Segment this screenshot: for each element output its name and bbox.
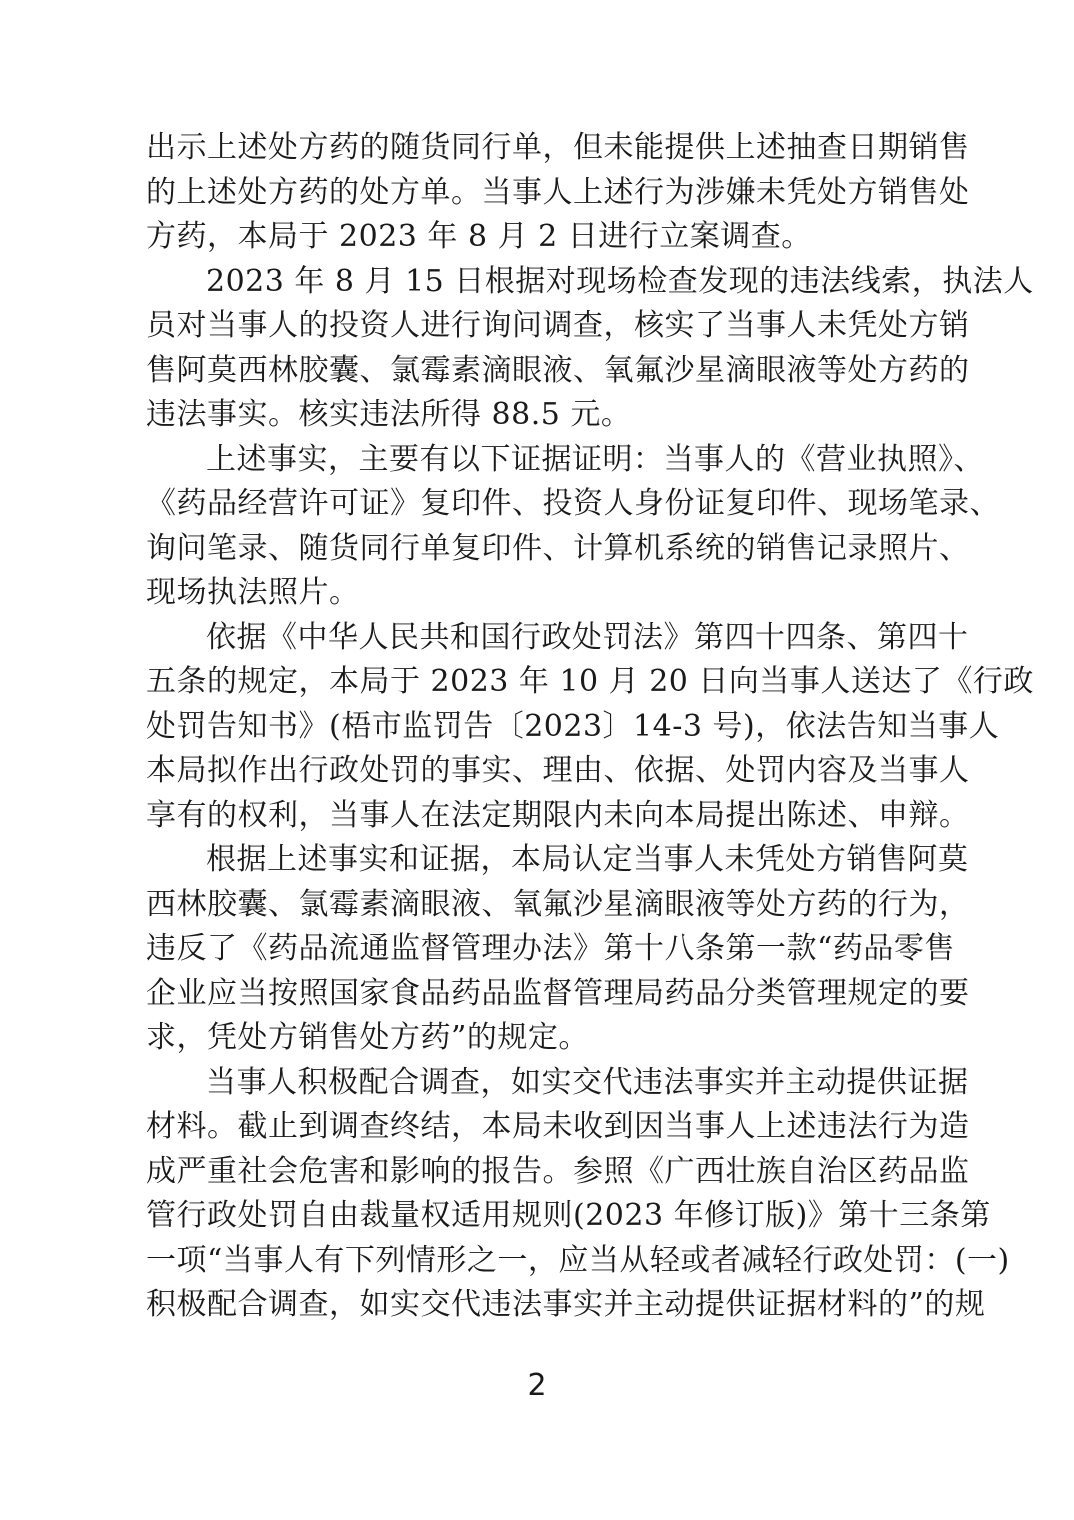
text-line: 企业应当按照国家食品药品监督管理局药品分类管理规定的要	[146, 975, 970, 1011]
text-line: 违法事实。核实违法所得 88.5 元。	[146, 397, 632, 432]
text-line: 《药品经营许可证》复印件、投资人身份证复印件、现场笔录、	[146, 486, 1000, 521]
text-line: 处罚告知书》(梧市监罚告〔2023〕14-3 号)，依法告知当事人	[146, 708, 1000, 744]
document-body	[146, 126, 1034, 1328]
text-line: 方药，本局于 2023 年 8 月 2 日进行立案调查。	[146, 219, 812, 254]
text-line: 积极配合调查，如实交代违法事实并主动提供证据材料的”的规	[146, 1287, 986, 1322]
text-line: 西林胶囊、氯霉素滴眼液、氧氟沙星滴眼液等处方药的行为，	[146, 886, 970, 922]
text-line: 一项“当事人有下列情形之一，应当从轻或者减轻行政处罚：(一)	[146, 1242, 1010, 1278]
text-line: 求，凭处方销售处方药”的规定。	[146, 1020, 589, 1055]
text-line: 本局拟作出行政处罚的事实、理由、依据、处罚内容及当事人	[146, 753, 970, 788]
text-line: 成严重社会危害和影响的报告。参照《广西壮族自治区药品监	[146, 1153, 970, 1189]
text-line: 当事人积极配合调查，如实交代违法事实并主动提供证据	[206, 1064, 969, 1100]
text-line: 的上述处方药的处方单。当事人上述行为涉嫌未凭处方销售处	[146, 174, 970, 210]
text-line: 2023 年 8 月 15 日根据对现场检查发现的违法线索，执法人	[206, 263, 1034, 299]
text-line: 出示上述处方药的随货同行单，但未能提供上述抽查日期销售	[146, 130, 970, 165]
text-line: 员对当事人的投资人进行询问调查，核实了当事人未凭处方销	[146, 308, 970, 343]
text-line: 依据《中华人民共和国行政处罚法》第四十四条、第四十	[206, 619, 969, 655]
text-line: 售阿莫西林胶囊、氯霉素滴眼液、氧氟沙星滴眼液等处方药的	[146, 352, 970, 388]
text-line: 五条的规定，本局于 2023 年 10 月 20 日向当事人送达了《行政	[146, 664, 1034, 699]
text-line: 现场执法照片。	[146, 575, 360, 610]
text-line: 根据上述事实和证据，本局认定当事人未凭处方销售阿莫	[206, 842, 969, 877]
text-line: 材料。截止到调查终结，本局未收到因当事人上述违法行为造	[146, 1109, 970, 1144]
text-line: 询问笔录、随货同行单复印件、计算机系统的销售记录照片、	[146, 530, 970, 566]
page-number: 2	[527, 1368, 547, 1403]
text-line: 管行政处罚自由裁量权适用规则(2023 年修订版)》第十三条第	[146, 1198, 991, 1233]
text-line: 上述事实，主要有以下证据证明：当事人的《营业执照》、	[206, 441, 984, 477]
text-line: 享有的权利，当事人在法定期限内未向本局提出陈述、申辩。	[146, 797, 970, 833]
text-line: 违反了《药品流通监督管理办法》第十八条第一款“药品零售	[146, 931, 955, 966]
